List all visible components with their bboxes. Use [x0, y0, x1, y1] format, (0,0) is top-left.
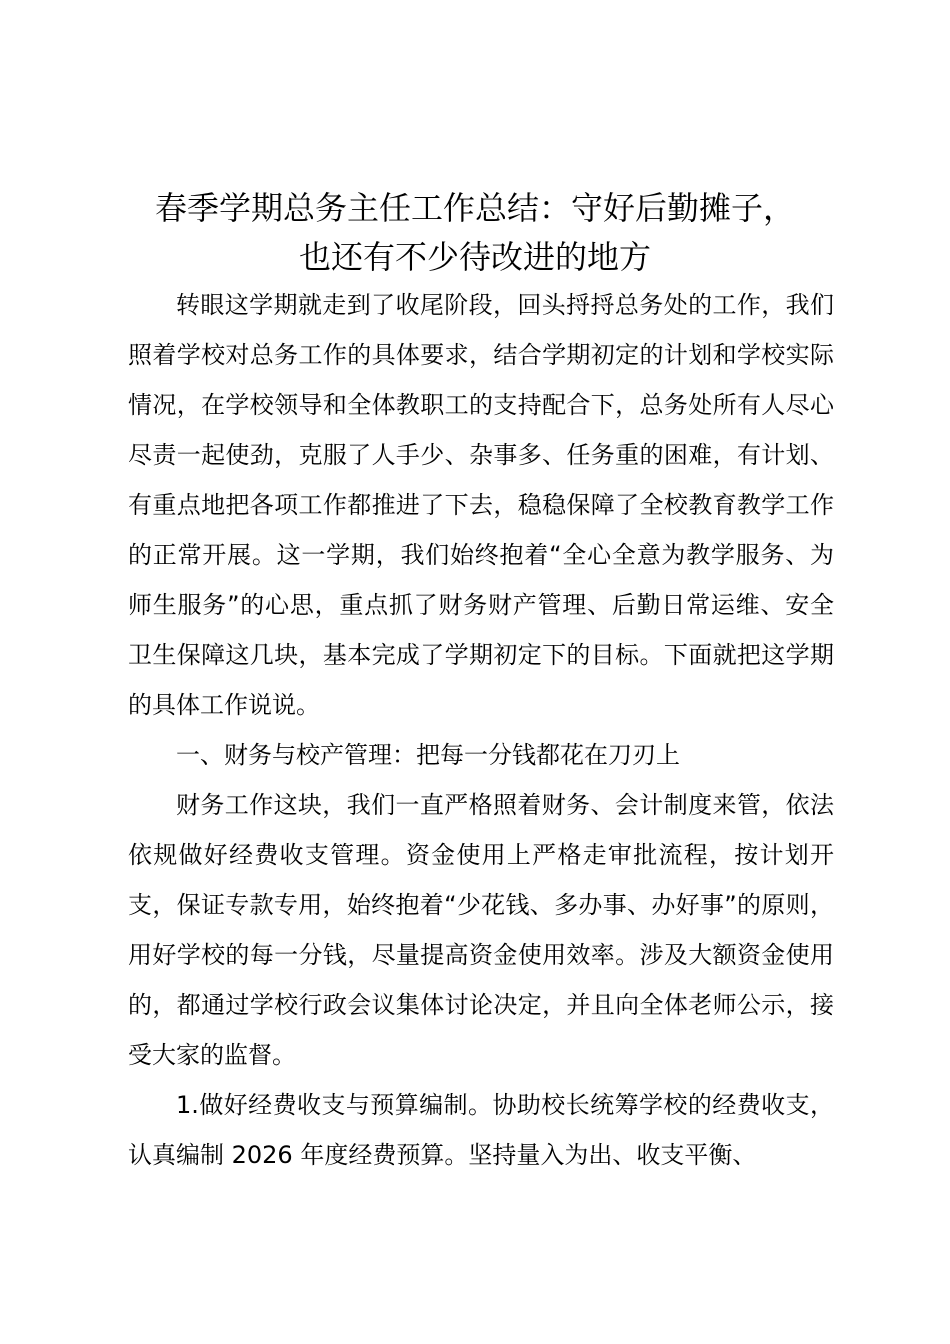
document-title-line-2: 也还有不少待改进的地方	[298, 238, 651, 276]
document-title-line-1: 春季学期总务主任工作总结：守好后勤摊子，	[154, 189, 795, 227]
budget-paragraph: 1.做好经费收支与预算编制。协助校长统筹学校的经费收支，认真编制 2026 年度经费预算。坚持量入为出、收支平衡、	[128, 1091, 834, 1169]
section-heading-finance: 一、财务与校产管理：把每一分钱都花在刀刃上	[176, 741, 680, 769]
finance-paragraph: 财务工作这块，我们一直严格照着财务、会计制度来管，依法依规做好经费收支管理。资金使用上严格走审批流程，按计划开支，保证专款专用，始终抱着“少花钱、多办事、办好事”的原则，用好学校的每一分钱，尽量提高资金使用效率。涉及大额资金使用的，都通过学校行政会议集体讨论决定，并且向全体老师公示，接受大家的监督。	[128, 791, 834, 1069]
intro-paragraph: 转眼这学期就走到了收尾阶段，回头捋捋总务处的工作，我们照着学校对总务工作的具体要求，结合学期初定的计划和学校实际情况，在学校领导和全体教职工的支持配合下，总务处所有人尽心尽责一起使劲，克服了人手少、杂事多、任务重的困难，有计划、有重点地把各项工作都推进了下去，稳稳保障了全校教育教学工作的正常开展。这一学期，我们始终抱着“全心全意为教学服务、为师生服务”的心思，重点抓了财务财产管理、后勤日常运维、安全卫生保障这几块，基本完成了学期初定下的目标。下面就把这学期的具体工作说说。	[128, 291, 834, 719]
document-body	[128, 280, 834, 1180]
